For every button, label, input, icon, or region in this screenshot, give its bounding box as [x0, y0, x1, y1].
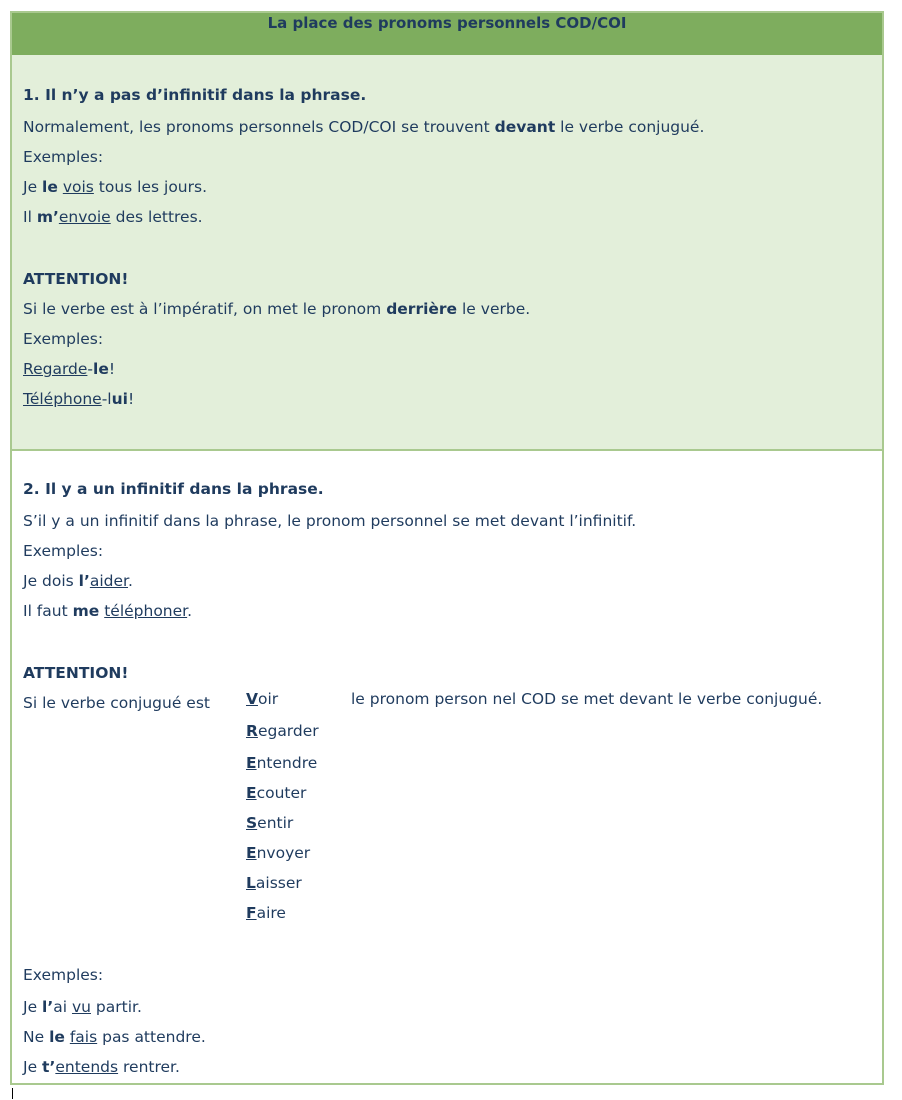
- verb-initial: F: [246, 904, 257, 922]
- verb-item: [246, 689, 278, 709]
- conjugated-verb-rule: Si le verbe conjugué est: [23, 694, 210, 712]
- pronoun: le: [42, 178, 58, 196]
- text-cursor: [12, 1088, 13, 1099]
- verb-initial: V: [246, 690, 258, 708]
- example-text: partir.: [90, 998, 142, 1016]
- example-text: -: [87, 360, 94, 378]
- verb-item: [246, 753, 317, 773]
- example-text: Je: [23, 998, 43, 1016]
- pronoun: me: [72, 602, 100, 620]
- pronoun: l’: [78, 572, 90, 590]
- example-text: .: [128, 572, 133, 590]
- cod-placement-rule: le pronom person nel COD se met devant le verbe conjugué.: [351, 690, 823, 708]
- verb: Téléphone: [23, 390, 102, 408]
- verb-item: [246, 903, 286, 923]
- example-text: Je: [23, 178, 43, 196]
- verb-rest: couter: [256, 784, 307, 802]
- rule-bold: devant: [494, 118, 556, 136]
- verb-initial: E: [246, 844, 257, 862]
- verb-initial: E: [246, 754, 257, 772]
- attention-label: ATTENTION!: [23, 270, 129, 288]
- verb-initial: L: [246, 874, 256, 892]
- example-line: [23, 207, 203, 227]
- verb: téléphoner: [104, 602, 188, 620]
- example-text: ai: [53, 998, 72, 1016]
- verb-item: [246, 783, 306, 803]
- examples-label: Exemples:: [23, 148, 104, 166]
- rule-text: le verbe conjugué.: [555, 118, 705, 136]
- section1-rule: [23, 117, 704, 137]
- verb-item: [246, 813, 293, 833]
- page-title: La place des pronoms personnels COD/COI: [267, 14, 627, 32]
- pronoun: le: [49, 1028, 65, 1046]
- example-text: Je dois: [23, 572, 79, 590]
- rule-text: le verbe.: [457, 300, 531, 318]
- pronoun: l’: [42, 998, 54, 1016]
- example-text: .: [187, 602, 193, 620]
- verb-item: [246, 873, 302, 893]
- example-text: Il faut: [23, 602, 73, 620]
- example-line: [23, 1057, 180, 1077]
- example-line: [23, 571, 133, 591]
- section2-heading: 2. Il y a un infinitif dans la phrase.: [23, 480, 324, 498]
- verb-rest: aisser: [255, 874, 302, 892]
- verb-rest: oir: [258, 690, 279, 708]
- example-line: [23, 389, 134, 409]
- examples-label: Exemples:: [23, 542, 104, 560]
- verb-initial: S: [246, 814, 258, 832]
- example-text: !: [127, 390, 135, 408]
- grammar-table: [10, 11, 884, 1085]
- verb: envoie: [58, 208, 111, 226]
- pronoun: m’: [36, 208, 59, 226]
- verb: fais: [69, 1028, 98, 1046]
- examples-label: Exemples:: [23, 330, 104, 348]
- imperative-rule: [23, 299, 530, 319]
- example-line: [23, 177, 207, 197]
- example-text: !: [108, 360, 116, 378]
- rule-bold: derrière: [386, 300, 458, 318]
- pronoun: le: [93, 360, 109, 378]
- verb-initial: E: [246, 784, 257, 802]
- verb: vu: [71, 998, 91, 1016]
- verb-item: [246, 721, 319, 741]
- verb-rest: entir: [257, 814, 294, 832]
- pronoun: t’: [42, 1058, 56, 1076]
- example-text: Je: [23, 1058, 43, 1076]
- examples-label: Exemples:: [23, 966, 104, 984]
- verb-rest: nvoyer: [256, 844, 311, 862]
- section-with-infinitive: [12, 451, 882, 1081]
- example-text: des lettres.: [110, 208, 203, 226]
- section2-rule: S’il y a un infinitif dans la phrase, le pronom personnel se met devant l’infinitif.: [23, 512, 637, 530]
- example-line: [23, 359, 115, 379]
- section1-heading: 1. Il n’y a pas d’infinitif dans la phrase.: [23, 86, 367, 104]
- attention-label: ATTENTION!: [23, 664, 129, 682]
- verb: Regarde: [23, 360, 88, 378]
- section-no-infinitive: [12, 55, 882, 451]
- verb: entends: [55, 1058, 119, 1076]
- example-text: tous les jours.: [93, 178, 208, 196]
- example-text: Il: [23, 208, 37, 226]
- pronoun: ui: [111, 390, 128, 408]
- example-text: rentrer.: [118, 1058, 180, 1076]
- verb: aider: [89, 572, 129, 590]
- example-text: Ne: [23, 1028, 50, 1046]
- example-text: -l: [101, 390, 112, 408]
- rule-text: Si le verbe est à l’impératif, on met le pronom: [23, 300, 387, 318]
- verb-rest: ntendre: [256, 754, 318, 772]
- verb-initial: R: [246, 722, 258, 740]
- example-text: pas attendre.: [97, 1028, 206, 1046]
- verb-rest: aire: [256, 904, 286, 922]
- table-header: [12, 13, 882, 55]
- rule-text: Normalement, les pronoms personnels COD/COI se trouvent: [23, 118, 495, 136]
- verb-item: [246, 843, 310, 863]
- example-line: [23, 601, 192, 621]
- verb-rest: egarder: [257, 722, 319, 740]
- verb: vois: [62, 178, 94, 196]
- example-line: [23, 1027, 206, 1047]
- example-line: [23, 997, 142, 1017]
